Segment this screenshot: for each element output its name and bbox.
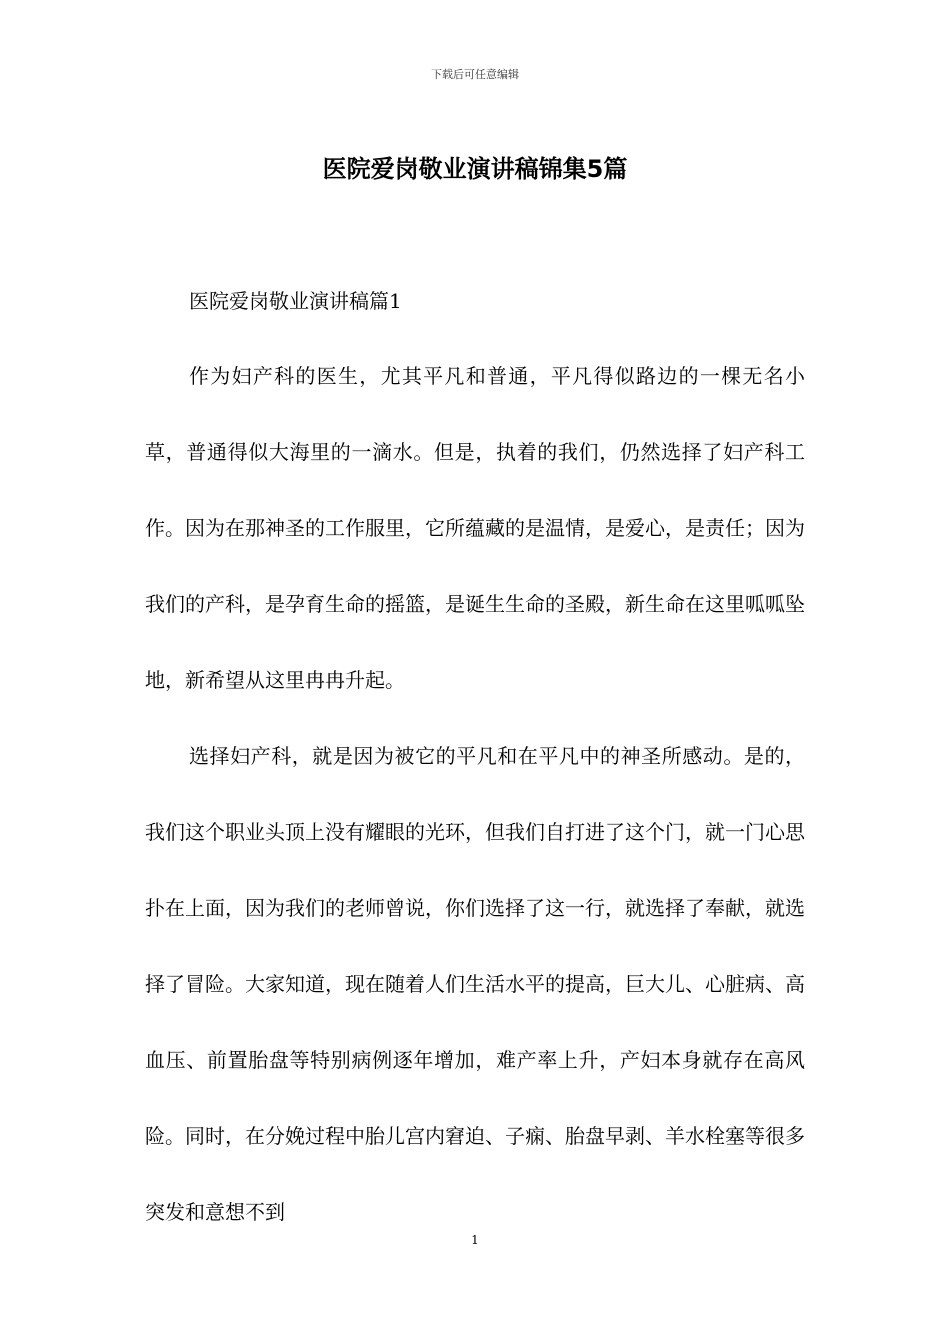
page-number: 1 xyxy=(471,1233,479,1247)
header-note: 下载后可任意编辑 xyxy=(431,68,519,81)
section-heading: 医院爱岗敬业演讲稿篇1 xyxy=(189,289,402,313)
paragraph-2: 选择妇产科，就是因为被它的平凡和在平凡中的神圣所感动。是的，我们这个职业头顶上没有耀眼的光环，但我们自打进了这个门，就一门心思扑在上面，因为我们的老师曾说，你们选择了这一行，就选择了奉献，就选择了冒险。大家知道，现在随着人们生活水平的提高，巨大儿、心脏病、高血压、前置胎盘等特别病例逐年增加，难产率上升，产妇本身就存在高风险。同时，在分娩过程中胎儿宫内窘迫、子痫、胎盘早剥、羊水栓塞等很多突发和意想不到 xyxy=(145,744,805,1224)
paragraph-1: 作为妇产科的医生，尤其平凡和普通，平凡得似路边的一棵无名小草，普通得似大海里的一滴水。但是，执着的我们，仍然选择了妇产科工作。因为在那神圣的工作服里，它所蕴藏的是温情，是爱心，是责任；因为我们的产科，是孕育生命的摇篮，是诞生生命的圣殿，新生命在这里呱呱坠地，新希望从这里冉冉升起。 xyxy=(145,364,805,692)
document-title: 医院爱岗敬业演讲稿锦集5篇 xyxy=(322,155,628,183)
